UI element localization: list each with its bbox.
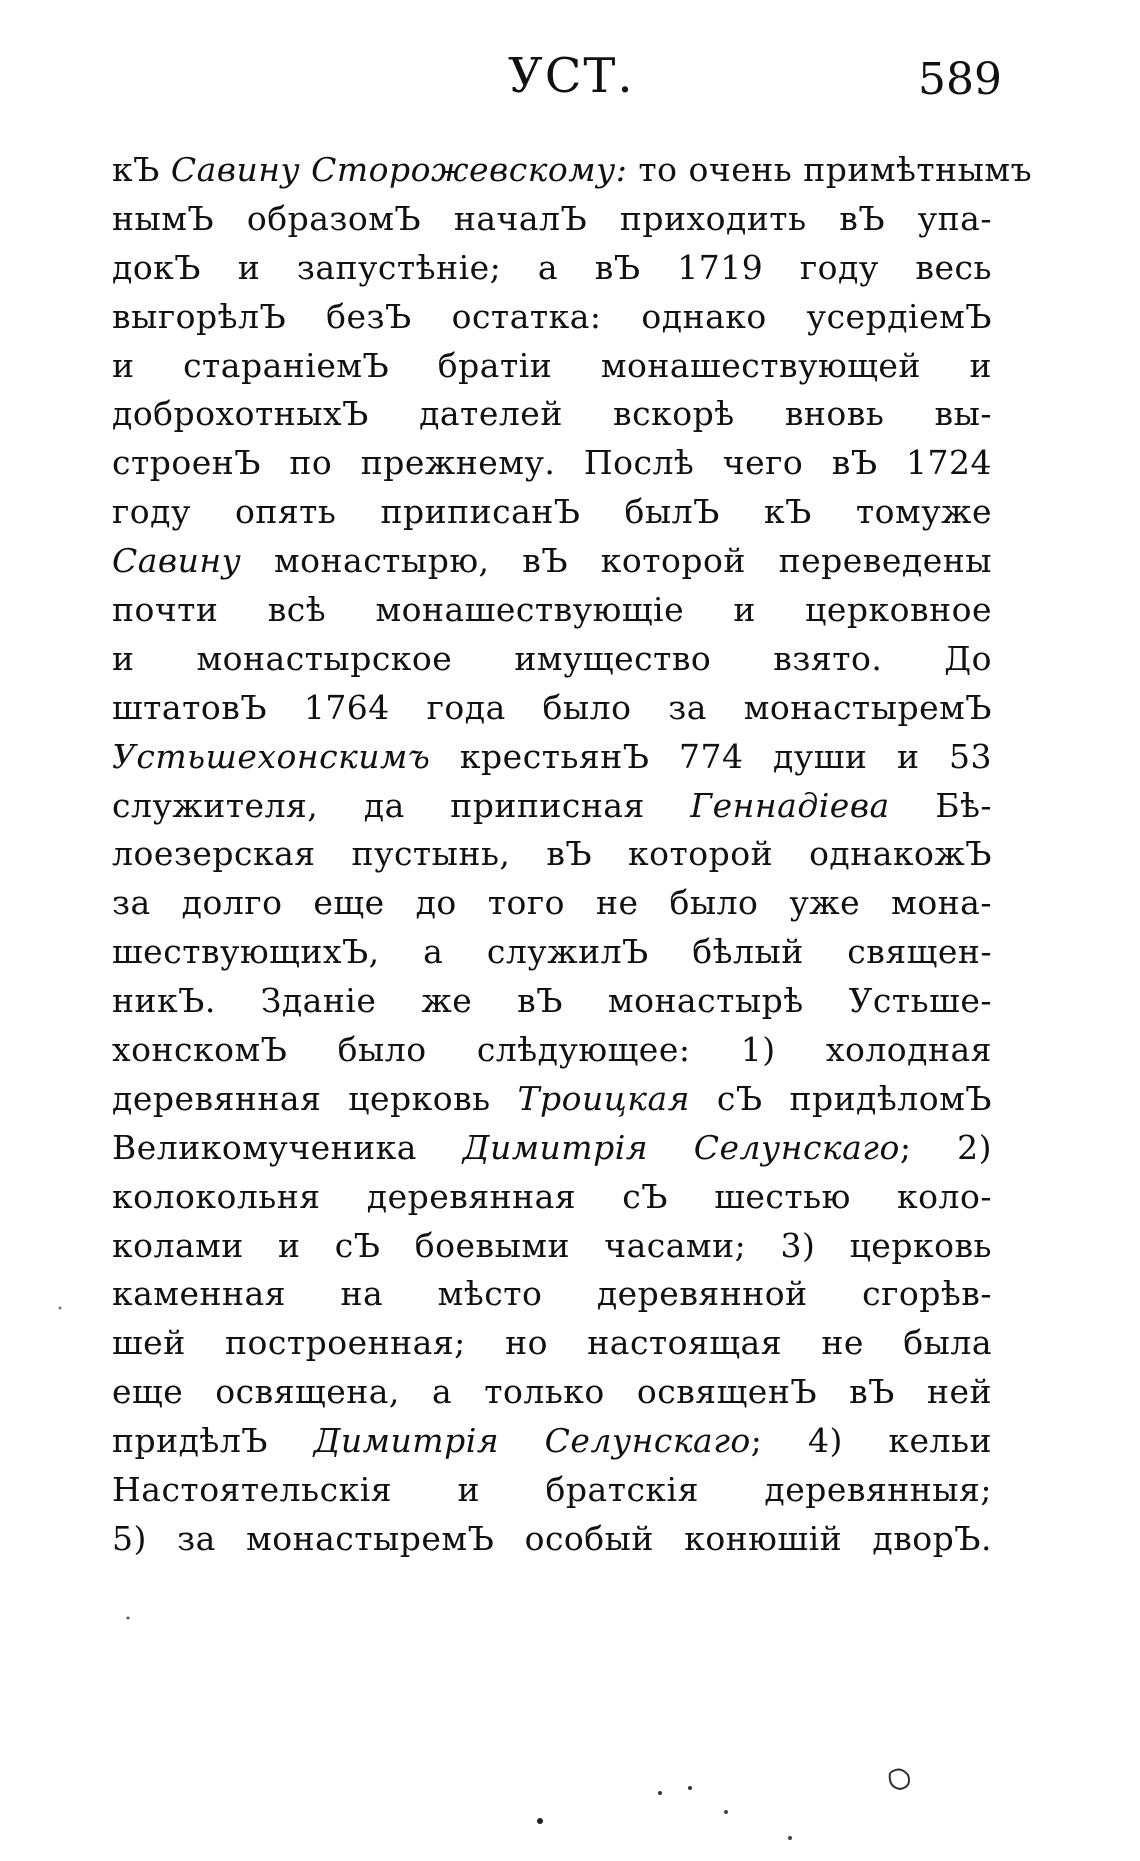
text-line <box>112 439 992 488</box>
text-run: никЪ. Зданіе же вЪ монастырѣ Устьше- <box>112 981 992 1021</box>
speck <box>724 1810 728 1814</box>
page-header <box>0 48 1140 118</box>
text-line <box>112 1466 992 1515</box>
text-line <box>112 830 992 879</box>
text-run: каменная на мѣсто деревянной сгорѣв- <box>112 1274 992 1314</box>
running-head: УСТ. <box>508 48 635 104</box>
text-line <box>112 1124 992 1173</box>
text-run: докЪ и запустѣніе; а вЪ 1719 году весь <box>112 247 992 287</box>
text-line <box>112 782 992 831</box>
text-run: строенЪ по прежнему. Послѣ чего вЪ 1724 <box>112 443 992 483</box>
text-line <box>112 1270 992 1319</box>
text-line <box>112 195 992 244</box>
text-run: почти всѣ монашествующіе и церковное <box>112 590 992 630</box>
italic-name: Устьшехонскимъ <box>112 736 431 776</box>
text-run: шей построенная; но настоящая не была <box>112 1323 992 1363</box>
text-run: кЪ <box>112 150 171 189</box>
text-run: монастырю, вЪ которой переведены <box>241 541 992 581</box>
text-run: колокольня деревянная сЪ шестью коло- <box>112 1176 992 1216</box>
text-run: крестьянЪ 774 души и 53 <box>430 736 992 776</box>
text-line <box>112 586 992 635</box>
text-line <box>112 879 992 928</box>
text-line <box>112 1515 992 1564</box>
text-run: 5) за монастыремЪ особый конюшій дворЪ. <box>112 1518 992 1558</box>
text-line <box>112 1075 992 1124</box>
text-run: то очень примѣтнымъ <box>627 150 1033 189</box>
text-line <box>112 146 1033 195</box>
italic-name: Савину Сторожевскому: <box>170 150 628 189</box>
text-run: и монастырское имущество взято. До <box>112 638 992 678</box>
speck <box>788 1836 792 1840</box>
text-line <box>112 1417 992 1466</box>
text-run: за долго еще до того не было уже мона- <box>112 883 992 923</box>
text-run: выгорѣлЪ безЪ остатка: однако усердіемЪ <box>112 296 992 336</box>
text-run: деревянная церковь <box>112 1078 518 1118</box>
speck <box>658 1791 662 1795</box>
text-line <box>112 684 992 733</box>
text-run: лоезерская пустынь, вЪ которой однакожЪ <box>112 834 992 874</box>
text-run: и стараніемЪ братіи монашествующей и <box>112 345 992 385</box>
text-run: шествующихЪ, а служилЪ бѣлый священ- <box>112 932 992 972</box>
text-line <box>112 1026 992 1075</box>
body-text <box>112 146 1033 1564</box>
speck <box>59 1307 62 1310</box>
text-run: хонскомЪ было слѣдующее: 1) холодная <box>112 1030 992 1070</box>
text-run: сЪ придѣломЪ <box>690 1078 992 1118</box>
text-run: штатовЪ 1764 года было за монастыремЪ <box>112 687 992 727</box>
page-number: 589 <box>918 54 1002 105</box>
speck <box>890 1769 909 1789</box>
text-line <box>112 733 992 782</box>
text-run: ; 2) <box>899 1127 992 1167</box>
text-run: еще освящена, а только освященЪ вЪ ней <box>112 1372 992 1412</box>
text-line <box>112 635 992 684</box>
speck <box>688 1786 692 1790</box>
text-run: Настоятельскія и братскія деревянныя; <box>112 1470 992 1510</box>
text-line <box>112 537 992 586</box>
text-line <box>112 928 992 977</box>
text-line <box>112 1368 992 1417</box>
italic-name: Савину <box>112 541 242 581</box>
text-run: нымЪ образомЪ началЪ приходить вЪ упа- <box>112 198 992 238</box>
text-run: придѣлЪ <box>112 1421 314 1461</box>
text-line <box>112 342 992 391</box>
text-line <box>112 1319 992 1368</box>
text-line <box>112 1173 992 1222</box>
text-run: служителя, да приписная <box>112 785 691 825</box>
text-run: доброхотныхЪ дателей вскорѣ вновь вы- <box>112 394 992 434</box>
text-run: Великомученика <box>112 1127 463 1167</box>
text-line <box>112 488 992 537</box>
text-run: году опять приписанЪ былЪ кЪ томуже <box>112 492 992 532</box>
text-run: ; 4) кельи <box>750 1421 992 1461</box>
text-line <box>112 293 992 342</box>
text-run: колами и сЪ боевыми часами; 3) церковь <box>112 1225 992 1265</box>
speck <box>537 1818 543 1824</box>
italic-name: Троицкая <box>517 1078 691 1118</box>
italic-name: Димитрія Селунскаго <box>462 1127 900 1167</box>
text-line <box>112 1222 992 1271</box>
text-line <box>112 977 992 1026</box>
speck <box>127 1617 130 1620</box>
italic-name: Геннадіева <box>690 785 890 825</box>
text-run: Бѣ- <box>889 785 993 825</box>
text-line <box>112 390 992 439</box>
text-line <box>112 244 992 293</box>
italic-name: Димитрія Селунскаго <box>313 1421 751 1461</box>
